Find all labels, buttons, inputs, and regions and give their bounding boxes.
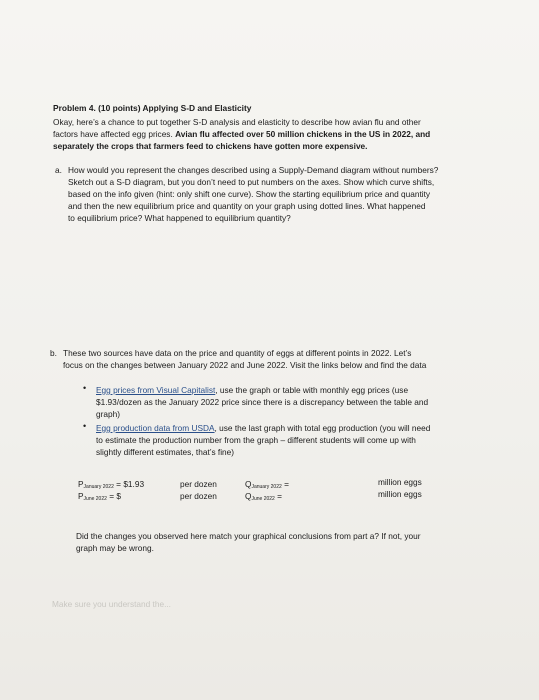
part-a-line-3: based on the info given (hint: only shift one curve). Show the starting equilibrium price and quantity [68, 189, 431, 199]
part-b-line-2: focus on the changes between January 2022 and June 2022. Visit the links below and find the data [63, 360, 427, 370]
intro-line-1: Okay, here’s a chance to put together S-D analysis and elasticity to describe how avian flu and other [53, 117, 421, 127]
part-a-line-1: How would you represent the changes described using a Supply-Demand diagram without numbers? [68, 165, 439, 175]
visual-capitalist-link[interactable]: Egg prices from Visual Capitalist [96, 385, 216, 395]
bleed-through-text: Make sure you understand the... [52, 599, 171, 609]
bullet-1-line-1: Egg prices from Visual Capitalist, use the graph or table with monthly egg prices (use [96, 385, 409, 395]
bullet-1-line-2: $1.93/dozen as the January 2022 price since there is a discrepancy between the table and [96, 397, 429, 407]
part-b-line-1: These two sources have data on the price and quantity of eggs at different points in 2022. Let’s [63, 348, 412, 358]
part-a-line-2: Sketch out a S-D diagram, but you don’t need to put numbers on the axes. Show which curve shifts, [68, 177, 435, 187]
per-dozen-1: per dozen [180, 479, 217, 489]
bullet-2-line-3: slightly different estimates, that’s fine) [96, 447, 235, 457]
million-eggs-2: million eggs [378, 489, 422, 499]
p-june-answer[interactable]: $P_{June 2022}$ = $ [78, 491, 121, 502]
q-january-answer[interactable]: $Q_{January 2022}$ = [245, 479, 289, 490]
intro-line-3: separately the crops that farmers feed to chickens have gotten more expensive. [53, 141, 368, 151]
per-dozen-2: per dozen [180, 491, 217, 501]
part-a-line-5: to equilibrium price? What happened to equilibrium quantity? [68, 213, 291, 223]
bullet-2-line-1: Egg production data from USDA, use the last graph with total egg production (you will need [96, 423, 431, 433]
usda-link[interactable]: Egg production data from USDA [96, 423, 215, 433]
part-a-label: a. [55, 165, 62, 175]
q-june-answer[interactable]: $Q_{June 2022}$ = [245, 491, 282, 502]
bullet-2-line-2: to estimate the production number from the graph – different students will come up with [96, 435, 416, 445]
part-b-label: b. [50, 348, 57, 358]
bullet-dot-2: • [83, 421, 87, 431]
bullet-dot-1: • [83, 383, 87, 393]
problem-title: Problem 4. (10 points) Applying S-D and Elasticity [53, 103, 252, 113]
million-eggs-1: million eggs [378, 477, 422, 487]
followup-line-2: graph may be wrong. [76, 543, 154, 553]
bullet-1-line-3: graph) [96, 409, 120, 419]
intro-line-2: factors have affected egg prices. Avian flu affected over 50 million chickens in the US in 2022, and [53, 129, 431, 139]
part-a-line-4: and then the new equilibrium price and quantity on your graph using dotted lines. What happened [68, 201, 426, 211]
p-january-answer[interactable]: $P_{January 2022}$ = $1.93 [78, 479, 145, 490]
followup-line-1: Did the changes you observed here match your graphical conclusions from part a? If not, your [76, 531, 421, 541]
